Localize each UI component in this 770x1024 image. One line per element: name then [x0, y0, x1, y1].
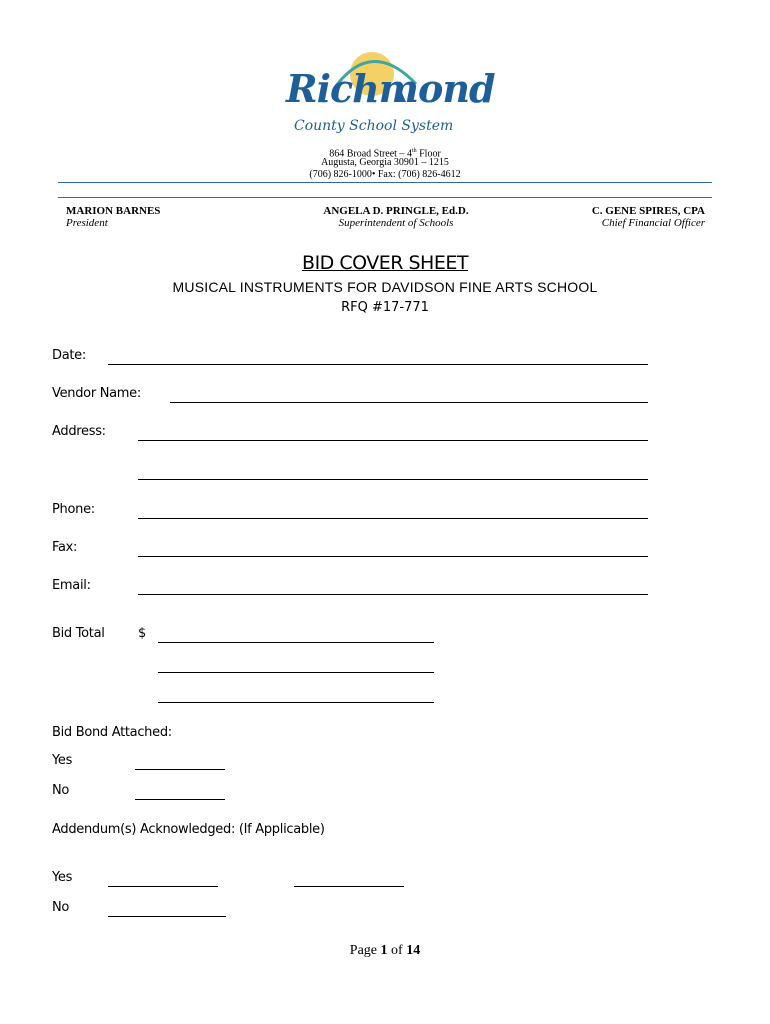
logo-subtitle: County School System [294, 118, 454, 134]
page-number [0, 943, 770, 959]
phone-label: Phone: [52, 502, 95, 517]
bid-bond-no-label: No [52, 783, 70, 798]
bid-total-field-3[interactable] [158, 702, 434, 703]
document-title: BID COVER SHEET [302, 252, 468, 274]
officer-title: Superintendent of Schools [338, 217, 454, 229]
addendum-yes-field-2[interactable] [294, 886, 404, 887]
phone-field[interactable] [138, 518, 648, 519]
officer-superintendent [296, 205, 496, 229]
addendum-yes-label: Yes [52, 870, 73, 885]
logo-wordmark: Richmond [286, 66, 495, 111]
page-current: 1 [380, 943, 388, 958]
page-total: 14 [406, 943, 421, 958]
address-line-2: Augusta, Georgia 30901 – 1215 [321, 157, 449, 168]
address-street: 864 Broad Street – 4 [329, 148, 412, 160]
addendum-yes-field[interactable] [108, 886, 218, 887]
bid-total-field-2[interactable] [158, 672, 434, 673]
address-field-2[interactable] [138, 479, 648, 480]
officer-name: C. GENE SPIRES, CPA [591, 205, 705, 217]
email-field[interactable] [138, 594, 648, 595]
address-ordinal: th [411, 148, 417, 154]
vendor-name-field[interactable] [170, 402, 648, 403]
bid-bond-no-field[interactable] [135, 799, 225, 800]
addendum-label: Addendum(s) Acknowledged: (If Applicable) [52, 822, 325, 837]
fax-field[interactable] [138, 556, 648, 557]
addendum-no-label: No [52, 900, 70, 915]
page-of: of [387, 943, 407, 958]
page-prefix: Page [349, 943, 381, 958]
address-floor: Floor [416, 148, 441, 160]
officer-title: President [66, 217, 108, 229]
officer-name: ANGELA D. PRINGLE, Ed.D. [323, 205, 469, 217]
bid-total-label: Bid Total [52, 626, 105, 641]
bid-bond-label: Bid Bond Attached: [52, 725, 172, 740]
bid-bond-yes-field[interactable] [135, 769, 225, 770]
address-field-1[interactable] [138, 440, 648, 441]
officer-cfo [505, 205, 705, 229]
email-label: Email: [52, 578, 91, 593]
officer-name: MARION BARNES [66, 205, 161, 217]
rfq-number: RFQ #17-771 [341, 300, 429, 315]
currency-symbol: $ [138, 626, 146, 641]
date-field[interactable] [108, 364, 648, 365]
header-rule-bottom [58, 197, 712, 198]
bid-bond-yes-label: Yes [52, 753, 73, 768]
address-line-3: (706) 826-1000• Fax: (706) 826-4612 [309, 169, 461, 180]
fax-label: Fax: [52, 540, 78, 555]
document-subtitle: MUSICAL INSTRUMENTS FOR DAVIDSON FINE ARTS SCHOOL [172, 279, 598, 295]
address-label: Address: [52, 424, 106, 439]
officer-president [66, 205, 160, 229]
school-logo [276, 46, 495, 146]
vendor-name-label: Vendor Name: [52, 386, 141, 401]
bid-total-field-1[interactable] [158, 642, 434, 643]
addendum-no-field[interactable] [108, 916, 226, 917]
date-label: Date: [52, 348, 86, 363]
officer-title: Chief Financial Officer [601, 217, 705, 229]
header-rule-top [58, 182, 712, 183]
